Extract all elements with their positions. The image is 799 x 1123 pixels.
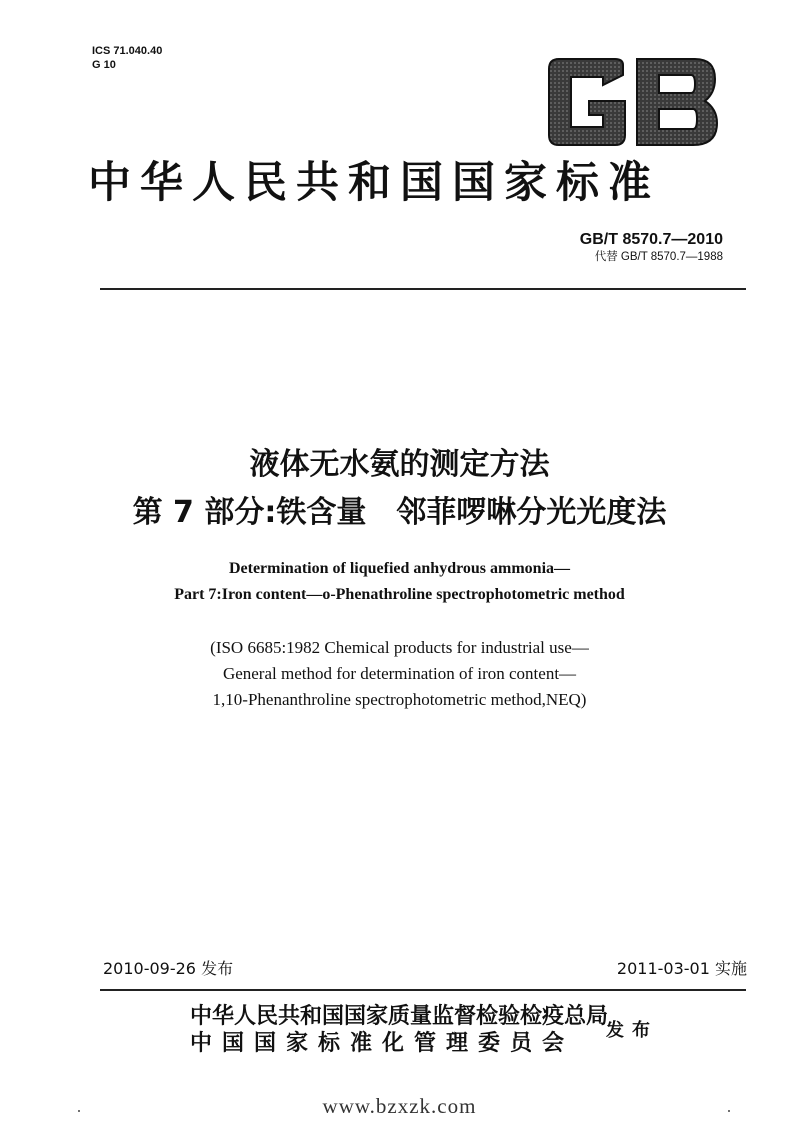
bottom-divider [100,989,746,991]
iso-reference-line2: General method for determination of iron content— [222,664,577,683]
national-standard-banner: 中华人民共和国国家标准 [88,158,660,208]
classification-codes [92,44,162,72]
top-divider [100,288,746,290]
iso-reference-line1: (ISO 6685:1982 Chemical products for industrial use— [210,638,589,657]
ics-code: ICS 71.040.40 [92,45,163,57]
standard-number: GB/T 8570.7—2010 [579,231,723,248]
gb-logo [545,57,720,147]
standard-number-block [580,230,723,264]
issuer-sac: 中国国家标准化管理委员会 [190,1031,575,1056]
footer-website: www.bzxzk.com [322,1094,477,1118]
svg-text:GB: GB [545,57,547,58]
implementation-date: 2011-03-01 实施 [616,959,747,978]
title-en-line1: Determination of liquefied anhydrous ammonia— [228,560,571,577]
issue-date: 2010-09-26 发布 [103,959,234,978]
replaced-standard: 代替 GB/T 8570.7—1988 [594,251,723,263]
publish-label: 发布 [606,1020,658,1041]
iso-reference-line3: 1,10-Phenanthroline spectrophotometric method,NEQ) [212,690,587,709]
issuer-aqsiq: 中华人民共和国国家质量监督检验检疫总局 [190,1004,609,1029]
title-cn-line2: 第 7 部分:铁含量 邻菲啰啉分光光度法 [132,495,667,530]
title-cn-line1: 液体无水氨的测定方法 [249,447,550,482]
issuing-authorities [190,1003,608,1057]
title-en-line2: Part 7:Iron content—o-Phenathroline spectrophotometric method [174,586,625,603]
ccs-code: G 10 [92,59,116,71]
